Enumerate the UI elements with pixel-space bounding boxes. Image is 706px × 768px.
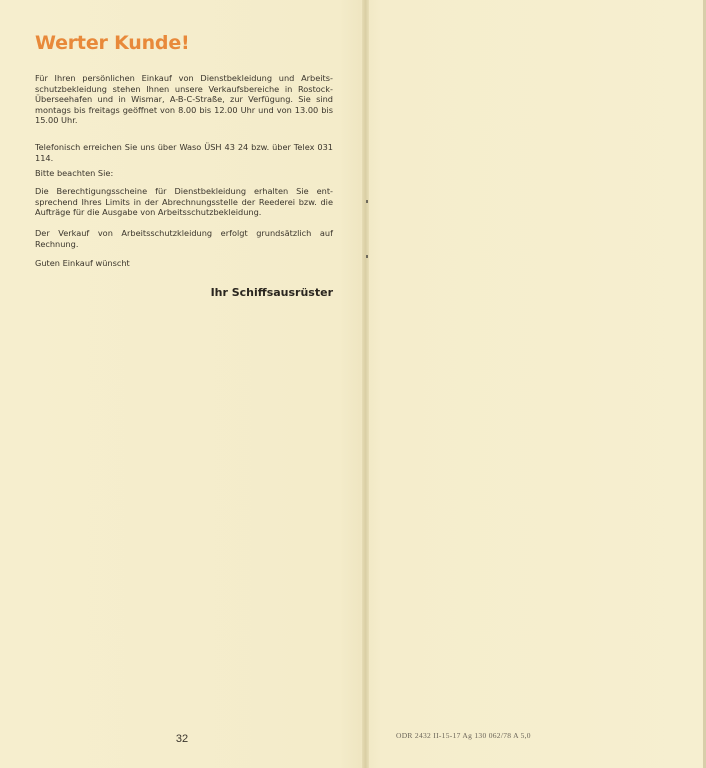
page-number: 32 bbox=[175, 733, 189, 745]
paragraph-invoice: Der Verkauf von Arbeitsschutzkleidung erfolgt grundsätzlich auf Rechnung. bbox=[35, 228, 333, 249]
print-code: ODR 2432 II-15-17 Ag 130 062/78 A 5,0 bbox=[396, 731, 531, 740]
binding-mark bbox=[366, 255, 368, 258]
paragraph-greeting: Guten Einkauf wünscht bbox=[35, 258, 130, 268]
paragraph-notice-heading: Bitte beachten Sie: bbox=[35, 168, 114, 178]
paragraph-opening-hours: Für Ihren persönlichen Einkauf von Dienstbekleidung und Arbeitsschutzbekleidung stehen Ihnen unsere Verkaufsbereiche in Rostock-Überseehafen und in Wismar, A-B-C-Straße, zur Verfügung. Sie sind montags bis freitags geöffnet von 8.00 bis 12.00 Uhr und von 13.00 bis 15.00 Uhr. bbox=[35, 73, 333, 126]
signature: Ihr Schiffsausrüster bbox=[210, 286, 333, 299]
paragraph-vouchers: Die Berechtigungsscheine für Dienstbekleidung erhalten Sie entsprechend Ihres Limits in der Abrechnungsstelle der Reederei bzw. die Aufträge für die Ausgabe von Arbeitsschutzbekleidung. bbox=[35, 186, 333, 218]
book-gutter bbox=[362, 0, 369, 768]
page-title: Werter Kunde! bbox=[35, 32, 190, 54]
binding-mark bbox=[366, 200, 368, 203]
paragraph-contact: Telefonisch erreichen Sie uns über Waso ÜSH 43 24 bzw. über Telex 031 114. bbox=[35, 142, 333, 163]
right-page bbox=[369, 0, 706, 768]
